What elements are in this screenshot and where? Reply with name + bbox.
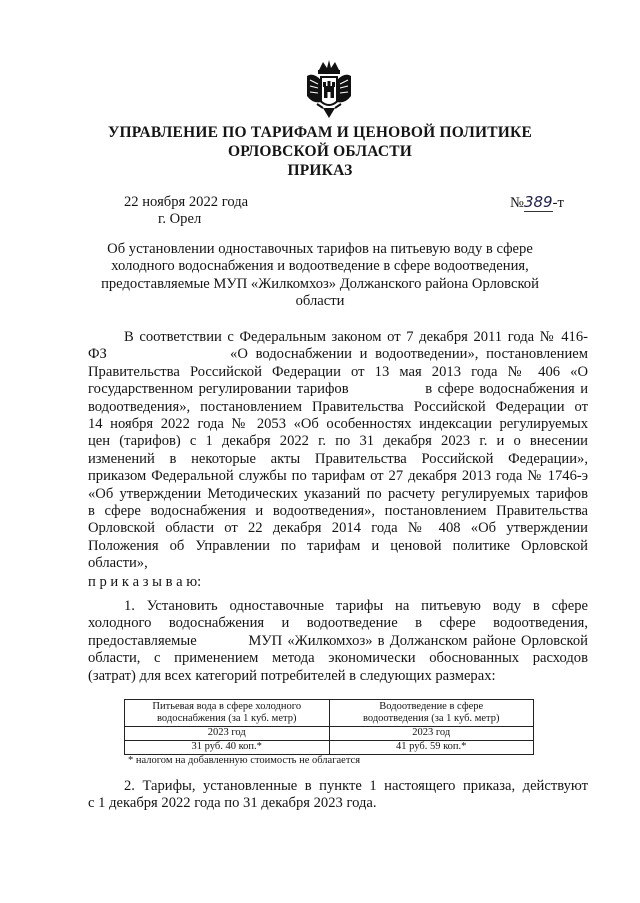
order-number-prefix: № <box>510 195 524 211</box>
preamble-line: В соответствии с Федеральным законом от 7 декабря 2011 года № 416- <box>124 329 588 345</box>
table-cell: 31 руб. 40 коп.* <box>125 741 330 755</box>
order-number-suffix: -т <box>552 195 564 211</box>
subject-line: предоставляемые МУП «Жилкомхоз» Должанского района Орловской <box>101 275 539 292</box>
point-1 <box>88 598 588 685</box>
order-subject <box>80 241 560 311</box>
table-header-cell <box>125 700 330 727</box>
subject-line: Об установлении одноставочных тарифов на питьевую воду в сфере <box>107 241 533 257</box>
order-city: г. Орел <box>158 211 202 227</box>
preamble-line: Орловской области от 22 декабря 2014 года № 408 «Об утверждении <box>88 520 588 537</box>
preamble-line: цен (тарифов) с 1 декабря 2022 г. по 31 декабря 2023 г. и о внесении <box>88 433 588 450</box>
preamble-line: Положения об Управлении по тарифам и ценовой политике Орловской <box>88 537 588 554</box>
preamble-line: «Об утверждении Методических указаний по расчету регулируемых тарифов <box>88 485 588 502</box>
table-cell: 2023 год <box>125 727 330 741</box>
preamble-line: в сфере водоснабжения и водоотведения», постановлением Правительства <box>88 503 588 520</box>
point-2 <box>88 778 588 813</box>
point1-line: холодного водоснабжения и водоотведение в сфере водоотведения, <box>88 615 588 632</box>
doc-type-title: ПРИКАЗ <box>287 162 353 179</box>
header-text: Водоотведение в сфере <box>379 700 484 712</box>
table-row <box>125 741 534 755</box>
table-header-row <box>125 700 534 727</box>
preamble-line: государственном регулировании тарифов в сфере водоснабжения и <box>88 381 588 398</box>
subject-line: холодного водоснабжения и водоотведение в сфере водоотведения, <box>111 258 529 275</box>
coat-of-arms-emblem <box>303 58 355 122</box>
table-cell: 41 руб. 59 коп.* <box>329 741 534 755</box>
order-number <box>510 194 564 212</box>
order-number-value: 389 <box>523 193 553 211</box>
point1-line: области, с применением метода экономически обоснованных расходов <box>88 650 588 667</box>
prikazyvayu: п р и к а з ы в а ю: <box>88 573 202 590</box>
footnote: * налогом на добавленную стоимость не облагается <box>128 755 361 766</box>
point2-line: с 1 декабря 2022 года по 31 декабря 2023 года. <box>88 795 377 812</box>
point2-line: 2. Тарифы, установленные в пункте 1 настоящего приказа, действуют <box>124 778 588 794</box>
preamble-line: Правительства Российской Федерации от 13 мая 2013 года № 406 «О <box>88 363 588 380</box>
preamble-line: ФЗ «О водоснабжении и водоотведении», постановлением <box>88 346 588 363</box>
table-cell: 2023 год <box>329 727 534 741</box>
org-name-line1: УПРАВЛЕНИЕ ПО ТАРИФАМ И ЦЕНОВОЙ ПОЛИТИКЕ <box>107 124 533 141</box>
point1-line: (затрат) для всех категорий потребителей в следующих размерах: <box>88 667 496 684</box>
order-date: 22 ноября 2022 года <box>124 194 249 210</box>
point1-line: 1. Установить одноставочные тарифы на питьевую воду в сфере <box>124 598 588 614</box>
preamble-line: изменений в некоторые акты Правительства Российской Федерации», <box>88 450 588 467</box>
point1-line: предоставляемые МУП «Жилкомхоз» в Должанском районе Орловской <box>88 632 588 649</box>
table-header-cell <box>329 700 534 727</box>
header-text: Питьевая вода в сфере холодного <box>152 700 302 712</box>
preamble-line: приказом Федеральной службы по тарифам от 27 декабря 2013 года № 1746-э <box>88 468 588 485</box>
header-text: водоснабжения (за 1 куб. метр) <box>157 713 297 724</box>
preamble-line: 14 ноября 2022 года № 2053 «Об особенностях индексации регулируемых <box>88 416 588 433</box>
header-text: водоотведения (за 1 куб. метр) <box>363 713 500 724</box>
org-name-line2: ОРЛОВСКОЙ ОБЛАСТИ <box>227 143 413 160</box>
subject-line: области <box>295 293 345 310</box>
preamble-line: водоотведения», постановлением Правительства Российской Федерации от <box>88 398 588 415</box>
preamble-line: области», <box>88 555 148 572</box>
tariff-table <box>124 699 534 755</box>
table-row <box>125 727 534 741</box>
preamble <box>88 329 588 591</box>
